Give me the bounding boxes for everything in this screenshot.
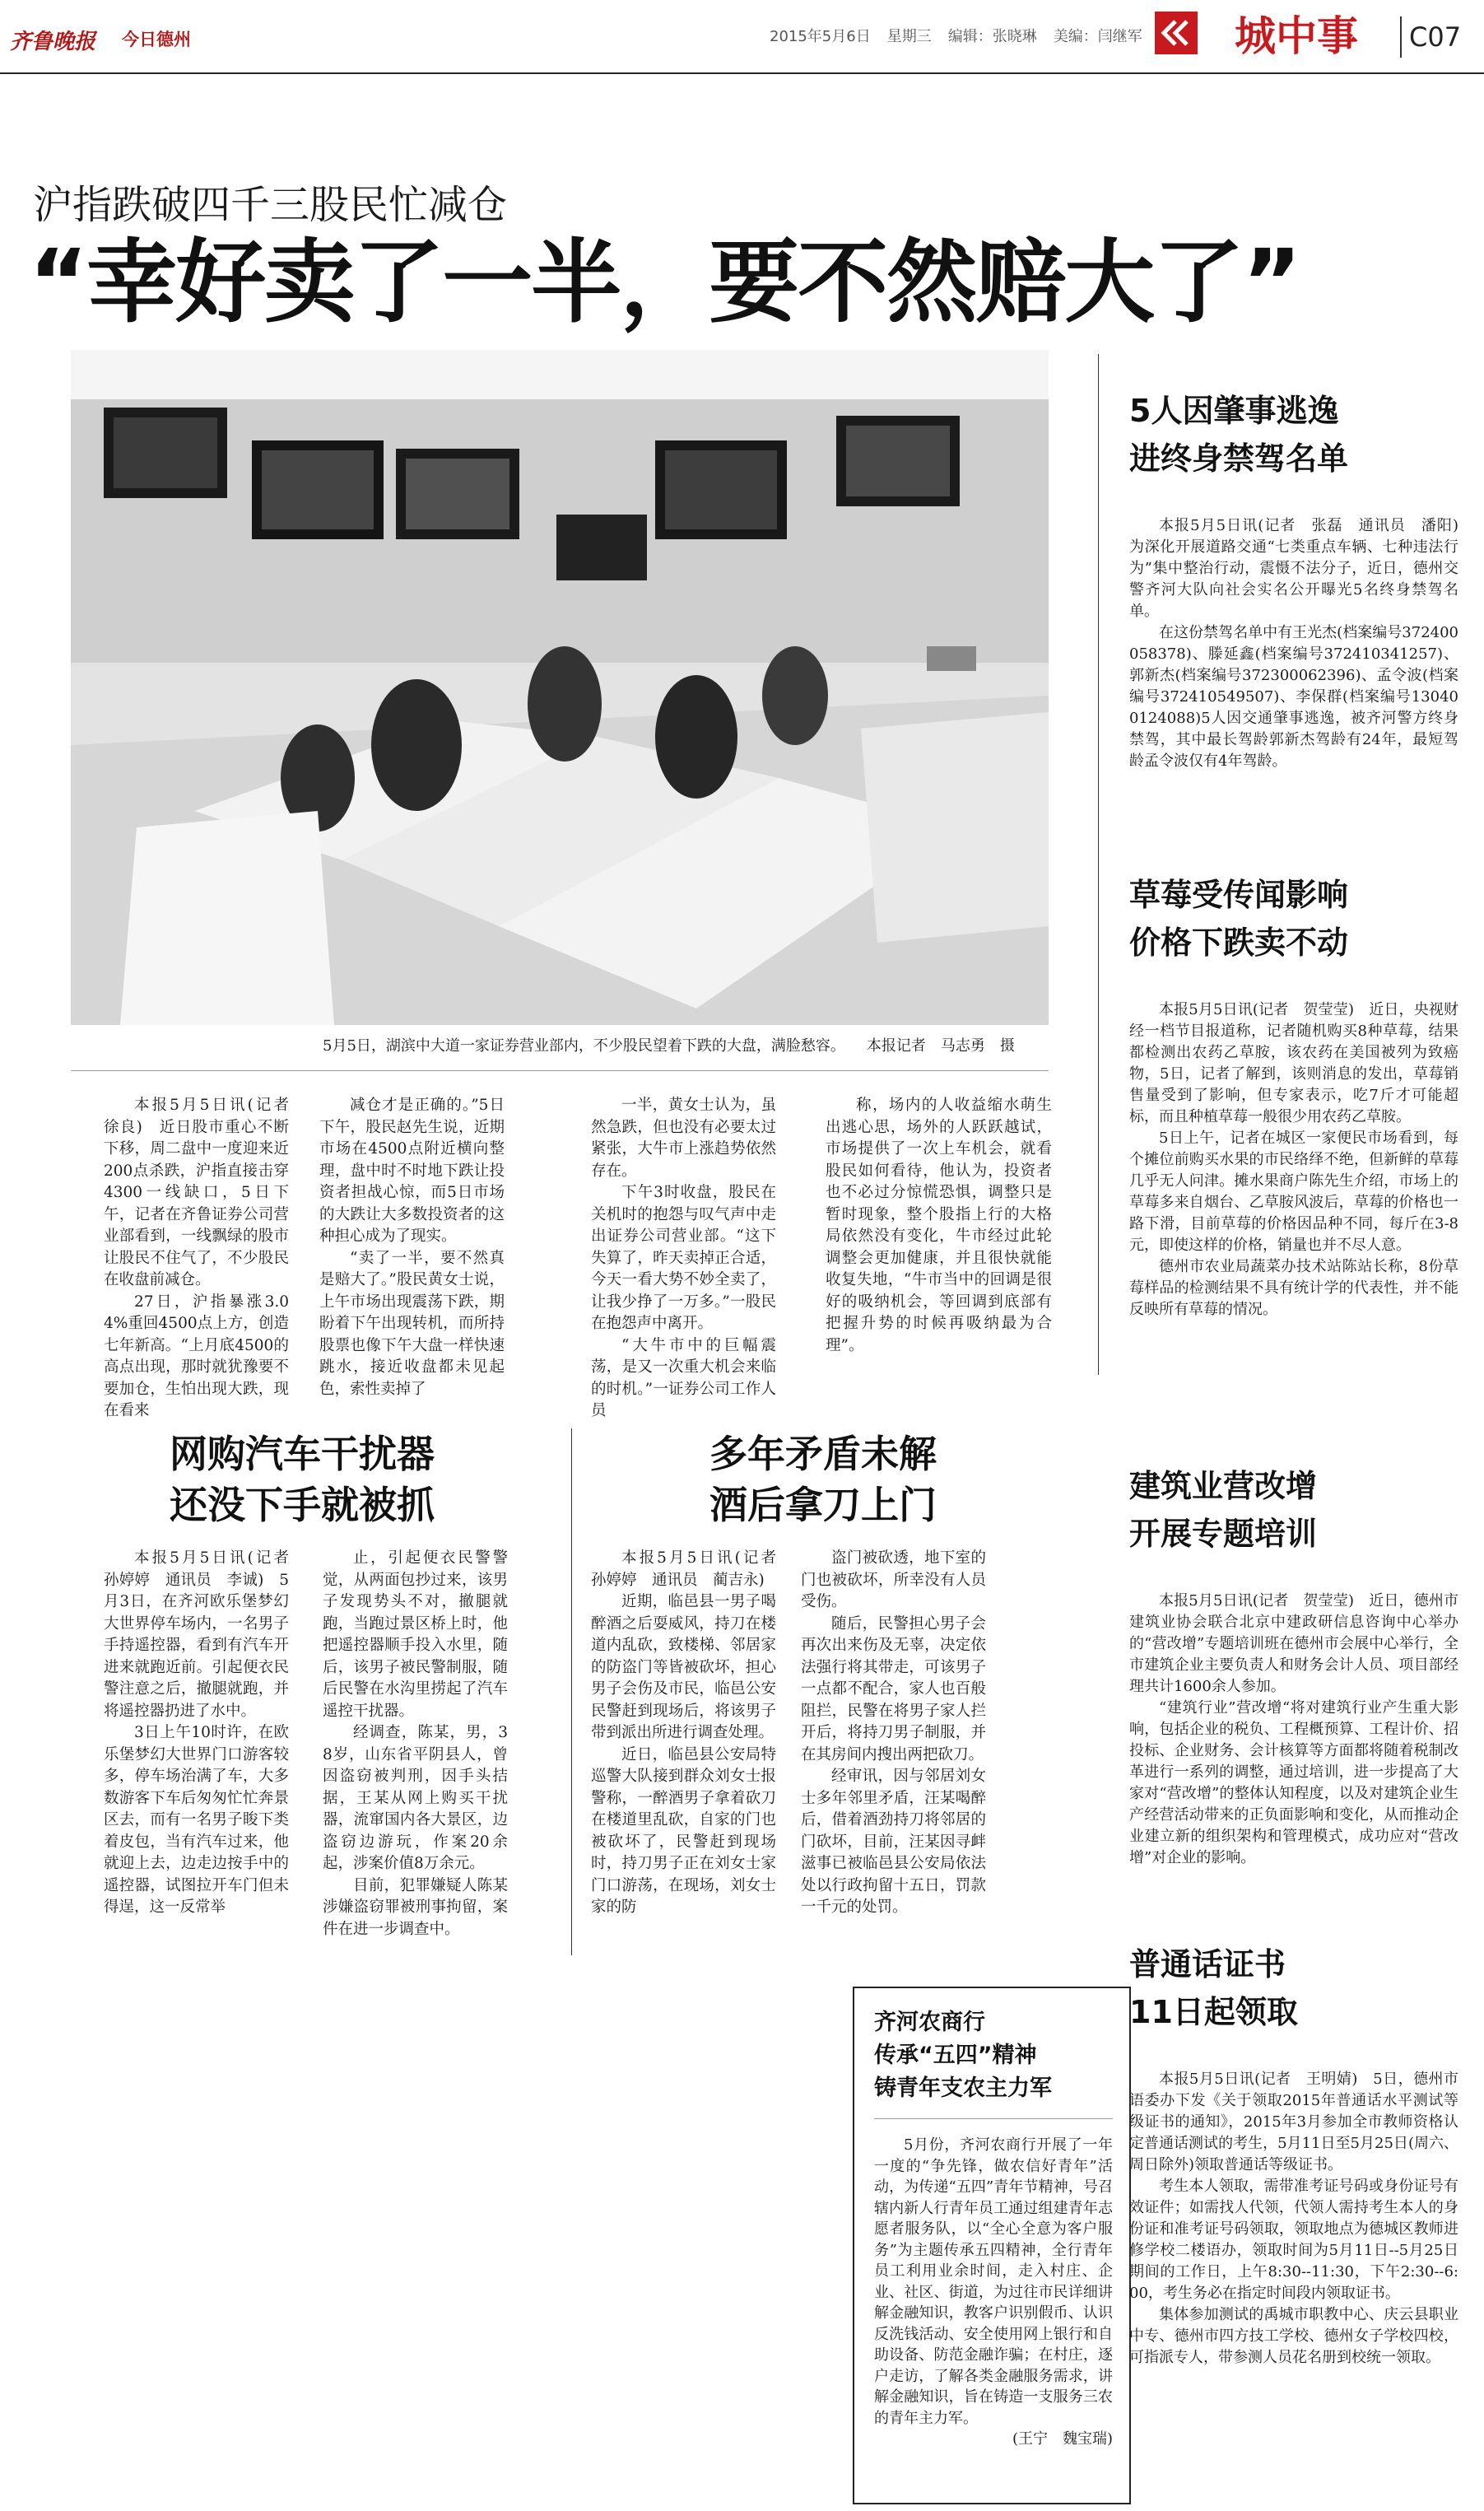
knife-headline-line-2: 酒后拿刀上门 <box>709 1483 937 1527</box>
side-body-1 <box>1129 515 1473 772</box>
knife-col-2 <box>801 1548 986 1919</box>
paragraph: 本报5月5日讯(记者 孙婷婷 通讯员 李诚) 5月3日，在齐河欧乐堡梦幻大世界停车场内，一名男子手持遥控器，看到有汽车开进来就跑近前。引起便衣民警注意之后，撤腿就跑，并将遥控器扔进了水中。 <box>104 1549 305 1720</box>
paragraph: 本报5月5日讯(记者 王明婧) 5日，德州市语委办下发《关于领取2015年普通话水平测试等级证书的通知》，2015年3月参加全市教师资格认定普通话测试的考生，5月11日至5月25日(周六、周日除外)领取普通话等级证书。 <box>1129 2071 1458 2173</box>
lead-headline: “幸好卖了一半，要不然赔大了” <box>29 230 1300 335</box>
lead-col-3 <box>591 1095 776 1423</box>
caption-text: 5月5日，湖滨中大道一家证券营业部内，不少股民望着下跌的大盘，满脸愁容。 <box>323 1037 845 1055</box>
side-headline-4 <box>1129 1940 1458 2036</box>
weekday: 星期三 <box>886 28 932 45</box>
lead-photo <box>71 350 1049 1025</box>
paragraph: 考生本人领取，需带准考证号码或身份证号有效证件；如需找人代领，代领人需持考生本人的身份证和准考证号码领取，领取地点为德城区教师进修学校二楼语办，领取时间为5月11日--5月25日期间的工作日，上午8:30--11:30，下午2:30--6:00，考生务必在指定时间段内领取证书。 <box>1129 2178 1458 2302</box>
photo-credit: 本报记者 马志勇 摄 <box>866 1037 1015 1055</box>
paragraph: 经调查，陈某，男，38岁，山东省平阴县人，曾因盗窃被判刑，因手头拮据，王某从网上购买干扰器，流窜国内各大景区，边盗窃边游玩，作案20余起，涉案价值8万余元。 <box>323 1724 508 1872</box>
masthead-rule <box>0 72 1484 74</box>
section-tag: 今日德州 <box>122 30 191 49</box>
side-story-1 <box>1129 387 1473 772</box>
paragraph: 3日上午10时许，在欧乐堡梦幻大世界门口游客较多，停车场治满了车，大多数游客下车后匆匆忙忙奔景区去，而有一名男子睃下类着皮包，当有汽车过来，他就迎上去，边走边按手中的遥控器，试图拉开车门但未得逞，这一反常举 <box>104 1724 289 1916</box>
page-number: C07 <box>1409 21 1462 53</box>
car-col-1 <box>104 1548 305 1919</box>
side-body-3 <box>1129 1591 1458 1869</box>
lead-col-1 <box>104 1095 305 1423</box>
paragraph: 集体参加测试的禹城市职教中心、庆云县职业中专、德州市四方技工学校、德州女子学校四校，可指派专人，带参测人员花名册到校统一领取。 <box>1129 2306 1458 2366</box>
paragraph: 本报5月5日讯(记者 张磊 通讯员 潘阳) 为深化开展道路交通“七类重点车辆、七种违法行为”集中整治行动，震慑不法分子，近日，德州交警齐河大队向社会实名公开曝光5名终身禁驾名单。 <box>1129 517 1473 620</box>
side-story-4 <box>1129 1940 1458 2369</box>
car-headline-line-2: 还没下手就被抓 <box>170 1483 435 1527</box>
side-headline-2-line-1: 草莓受传闻影响 <box>1129 877 1349 913</box>
paragraph: 近期，临邑县一男子喝醉酒之后耍威风，持刀在楼道内乱砍，致楼梯、邻居家的防盗门等皆被砍坏，担心男子会伤及市民，临邑公安民警赶到现场后，将该男子带到派出所进行调查处理。 <box>591 1593 776 1741</box>
bank-headline-rule <box>874 2118 1113 2119</box>
bank-headline-line-3: 铸青年支农主力军 <box>874 2075 1052 2101</box>
bank-box <box>853 1987 1131 2504</box>
paragraph: “建筑行业”营改增“将对建筑行业产生重大影响，包括企业的税负、工程概预算、工程计价、招投标、企业财务、会计核算等方面都将随着税制改革进行一系列的调整，通过培训，进一步提高了大家对“营改增”的整体认知程度，以及对建筑企业生产经营活动带来的正负面影响和变化，从而推动企业建立新的组织架构和管理模式，成功应对“营改增”对企业的影响。 <box>1129 1699 1458 1866</box>
side-story-3 <box>1129 1462 1458 1869</box>
side-headline-4-line-1: 普通话证书 <box>1129 1946 1286 1982</box>
paragraph: 随后，民警担心男子会再次出来伤及无辜，决定依法强行将其带走，可该男子一点都不配合，家人也百般阻拦，民警在将男子家人拦开后，将持刀男子制服，并在其房间内搜出两把砍刀。 <box>801 1614 986 1763</box>
paragraph: 27日，沪指暴涨3.04%重回4500点上方，创造七年新高。“上月底4500的高点出现，那时就犹豫要不要加仓，生怕出现大跌，现在看来 <box>104 1293 289 1419</box>
paragraph: 本报5月5日讯(记者 孙婷婷 通讯员 蔺吉永) <box>591 1549 792 1589</box>
caption-rule <box>71 1070 1049 1071</box>
paragraph: 减仓才是正确的。”5日下午，股民赵先生说，近期市场在4500点附近横向整理，盘中时不时地下跌让投资者担战心惊，而5日市场的大跌让大多数投资者的这种担心成为了现实。 <box>319 1097 505 1245</box>
section-title: 城中事 <box>1235 12 1358 60</box>
side-body-2 <box>1129 999 1458 1321</box>
side-headline-4-line-2: 11日起领取 <box>1129 1994 1298 2030</box>
paragraph: 本报5月5日讯(记者 贺莹莹) 近日，德州市建筑业协会联合北京中建政研信息咨询中心举办的“营改增”专题培训班在德州市会展中心举行，全市建筑企业主要负责人和财务会计人员、项目部经理共计1600余人参加。 <box>1129 1592 1458 1695</box>
paragraph: 近日，临邑县公安局特巡警大队接到群众刘女士报警称，一醉酒男子拿着砍刀在楼道里乱砍，自家的门也被砍坏了，民警赶到现场时，持刀男子正在刘女士家门口游荡，在现场，刘女士家的防 <box>591 1745 776 1916</box>
bank-paragraph: 5月份，齐河农商行开展了一年一度的“争先锋，做农信好青年”活动，为传递“五四”青年节精神，号召辖内新人行青年员工通过组建青年志愿者服务队，以“全心全意为客户服务”为主题传承五四精神，全行青年员工利用业余时间，走入村庄、企业、社区、街道，为过往市民详细讲解金融知识，教客户识别假币、认识反洗钱活动、安全使用网上银行和自助设备、防范金融诈骗；在村庄，逐户走访，了解各类金融服务需求，讲解金融知识，旨在铸造一支服务三农的青年主力军。 <box>874 2136 1113 2427</box>
paragraph: 盗门被砍透，地下室的门也被砍坏，所幸没有人员受伤。 <box>801 1549 986 1610</box>
date-line <box>770 25 1142 46</box>
section-divider <box>1400 16 1402 58</box>
paragraph: 在这份禁驾名单中有王光杰(档案编号372400058378)、滕延鑫(档案编号372410341257)、郭新杰(档案编号372300062396)、孟令波(档案编号372410549507)、李保群(档案编号130400124088)5人因交通肇事逃逸，被齐河警方终身禁驾，其中最长驾龄郭新杰驾龄有24年，最短驾龄孟令波仅有4年驾龄。 <box>1129 624 1458 770</box>
chevron-left-icon <box>1155 12 1198 54</box>
side-headline-1 <box>1129 387 1458 482</box>
car-headline <box>170 1428 435 1530</box>
designer: 美编：闫继军 <box>1053 28 1142 45</box>
paragraph: 止，引起便衣民警警觉，从两面包抄过来，该男子发现势头不对，撤腿就跑，当跑过景区桥上时，他把遥控器顺手投入水里，随后，该男子被民警制服，随后民警在水沟里捞起了汽车遥控干扰器。 <box>323 1549 508 1720</box>
bank-headline <box>874 2006 1052 2105</box>
side-story-2 <box>1129 871 1458 1321</box>
side-body-4 <box>1129 2069 1458 2369</box>
bank-credit: (王宁 魏宝瑞) <box>1012 2430 1113 2448</box>
side-headline-1-line-2: 进终身禁驾名单 <box>1129 440 1349 477</box>
paragraph: 一半，黄女士认为，虽然急跌，但也没有必要太过紧张，大牛市上涨趋势依然存在。 <box>591 1097 776 1180</box>
masthead <box>0 0 1484 99</box>
paragraph: 下午3时收盘，股民在关机时的抱怨与叹气声中走出证券公司营业部。“这下失算了，昨天卖掉正合适，今天一看大势不妙全卖了，让我少挣了一万多。”一股民在抱怨声中离开。 <box>591 1184 776 1332</box>
side-headline-2 <box>1129 871 1458 967</box>
sidebar-divider <box>1098 354 1099 1375</box>
car-col-2 <box>323 1548 508 1940</box>
lead-kicker: 沪指跌破四千三股民忙减仓 <box>33 182 508 228</box>
paragraph: 称，场内的人收益缩水萌生出逃心思，场外的人跃跃越试，市场提供了一次上车机会，就看股民如何看待，他认为，投资者也不必过分惊慌恐惧，调整只是暂时现象，整个股指上行的大格局依然没有变化，牛市经过此轮调整会更加健康，并且很快就能收复失地，“牛市当中的回调是很好的吸纳机会，等回调到底部有把握升势的时候再吸纳最为合理”。 <box>826 1097 1052 1354</box>
lead-col-2 <box>319 1095 505 1400</box>
car-headline-line-1: 网购汽车干扰器 <box>170 1432 435 1476</box>
paragraph: “卖了一半，要不然真是赔大了。”股民黄女士说，上午市场出现震荡下跌，期盼着下午出现转机，而所持股票也像下午大盘一样快速跳水，接近收盘都未见起色，索性卖掉了 <box>319 1249 505 1398</box>
paragraph: 本报5月5日讯(记者 徐良) 近日股市重心不断下移，周二盘中一度迎来近200点杀跌，沪指直接击穿4300一线缺口，5日下午，记者在齐鲁证券公司营业部看到，一线飘绿的股市让股民不住气了，不少股民在收盘前减仓。 <box>104 1097 305 1288</box>
bank-headline-line-2: 传承“五四”精神 <box>874 2043 1037 2068</box>
bank-headline-line-1: 齐河农商行 <box>874 2010 985 2035</box>
side-headline-3-line-1: 建筑业营改增 <box>1129 1468 1318 1504</box>
paragraph: 德州市农业局蔬菜办技术站陈站长称，8份草莓样品的检测结果不具有统计学的代表性，并不能反映所有草莓的情况。 <box>1129 1258 1458 1318</box>
side-headline-3 <box>1129 1462 1458 1558</box>
lead-col-4 <box>826 1095 1052 1357</box>
paragraph: 目前，犯罪嫌疑人陈某涉嫌盗窃罪被刑事拘留，案件在进一步调查中。 <box>323 1876 508 1938</box>
side-headline-3-line-2: 开展专题培训 <box>1129 1516 1318 1552</box>
paragraph: 本报5月5日讯(记者 贺莹莹) 近日，央视财经一档节目报道称，记者随机购买8种草莓，结果都检测出农药乙草胺，该农药在美国被列为致癌物，5日，记者了解到，该则消息的发出，草莓销售量受到了影响，但专家表示，吃7斤才可能超标，而且种植草莓一般很少用农药乙草胺。 <box>1129 1001 1458 1125</box>
knife-headline <box>709 1428 937 1530</box>
paragraph: 经审讯，因与邻居刘女士多年邻里矛盾，汪某喝醉后，借着酒劲持刀将邻居的门砍坏，目前，汪某因寻衅滋事已被临邑县公安局依法处以行政拘留十五日，罚款一千元的处罚。 <box>801 1768 986 1916</box>
paper-logo: 齐鲁晚报 <box>10 30 96 54</box>
side-headline-1-line-1: 5人因肇事逃逸 <box>1129 393 1339 429</box>
knife-headline-line-1: 多年矛盾未解 <box>709 1432 937 1476</box>
side-headline-2-line-2: 价格下跌卖不动 <box>1129 925 1349 961</box>
editor: 编辑：张晓琳 <box>947 28 1037 45</box>
photo-caption <box>323 1034 1015 1055</box>
date: 2015年5月6日 <box>770 28 871 45</box>
bank-body <box>874 2135 1113 2450</box>
column-divider <box>571 1428 572 1955</box>
knife-col-1 <box>591 1548 792 1919</box>
paragraph: 5日上午，记者在城区一家便民市场看到，每个摊位前购买水果的市民络绎不绝，但新鲜的草莓几乎无人问津。摊水果商户陈先生介绍，市场上的草莓多来自烟台、乙草胺风波后，草莓的价格也一路下滑，目前草莓的价格因品种不同，每斤在3-8元，即使这样的价格，销量也并不尽人意。 <box>1129 1130 1458 1254</box>
paragraph: “大牛市中的巨幅震荡，是又一次重大机会来临的时机。”一证券公司工作人员 <box>591 1336 776 1419</box>
